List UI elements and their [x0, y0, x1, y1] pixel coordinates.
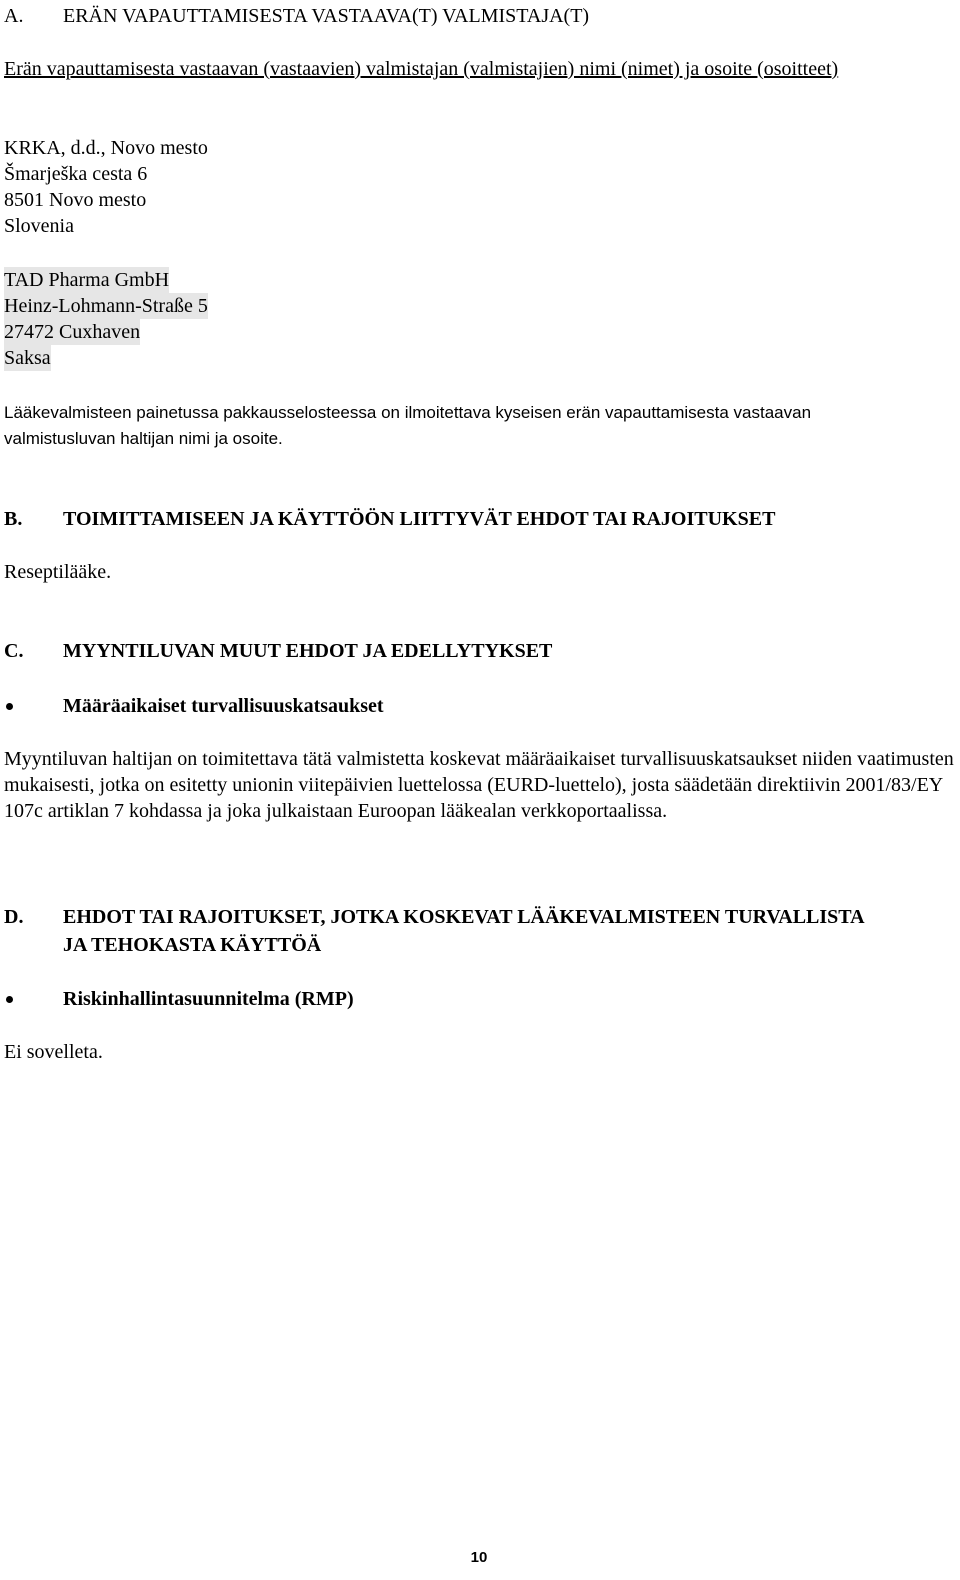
manufacturer-1-line4: Slovenia — [4, 215, 74, 237]
manufacturer-1-line1: KRKA, d.d., Novo mesto — [4, 137, 208, 159]
section-d-bullet-item — [4, 986, 954, 1012]
section-a-subtitle: Erän vapauttamisesta vastaavan (vastaavien) valmistajan (valmistajien) nimi (nimet) ja osoite (osoitteet) — [4, 58, 839, 80]
section-a-title: ERÄN VAPAUTTAMISESTA VASTAAVA(T) VALMISTAJA(T) — [63, 5, 590, 27]
manufacturer-1-line2: Šmarješka cesta 6 — [4, 163, 148, 185]
bullet-icon — [4, 986, 63, 1012]
section-c-bullet-item — [4, 693, 954, 719]
section-a-letter: A. — [4, 5, 24, 27]
section-a-note: Lääkevalmisteen painetussa pakkausselosteessa on ilmoitettava kyseisen erän vapauttamisesta vastaavan valmistusluvan haltijan nimi ja osoite. — [4, 403, 812, 448]
section-a-heading — [4, 2, 954, 30]
section-d-letter: D. — [4, 906, 24, 928]
section-c-title: MYYNTILUVAN MUUT EHDOT JA EDELLYTYKSET — [63, 640, 553, 662]
section-b-body: Reseptilääke. — [4, 561, 112, 583]
section-b-heading — [4, 505, 954, 533]
bullet-icon — [4, 693, 63, 719]
manufacturer-2-line3: 27472 Cuxhaven — [4, 321, 141, 343]
manufacturer-2-line4: Saksa — [4, 347, 51, 369]
section-d-body: Ei sovelleta. — [4, 1041, 103, 1063]
section-d-title: EHDOT TAI RAJOITUKSET, JOTKA KOSKEVAT LÄÄKEVALMISTEEN TURVALLISTA JA TEHOKASTA KÄYTTÖÄ — [63, 906, 864, 956]
section-c-letter: C. — [4, 640, 24, 662]
manufacturer-1-address — [4, 135, 954, 239]
page-number: 10 — [470, 1549, 488, 1566]
section-c-bullet-text: Määräaikaiset turvallisuuskatsaukset — [63, 695, 384, 717]
section-c-heading — [4, 637, 954, 665]
section-b-letter: B. — [4, 508, 23, 530]
manufacturer-2-address — [4, 267, 954, 371]
manufacturer-2-line2: Heinz-Lohmann-Straße 5 — [4, 295, 208, 317]
section-c-body: Myyntiluvan haltijan on toimitettava tätä valmistetta koskevat määräaikaiset turvallisuuskatsaukset niiden vaatimusten mukaisesti, jotka on esitetty unionin viitepäivien luettelossa (EURD-luettelo), josta säädetään direktiivin 2001/83/EY 107c artiklan 7 kohdassa ja joka julkaistaan Euroopan lääkealan verkkoportaalissa. — [4, 748, 954, 822]
section-d-bullet-text: Riskinhallintasuunnitelma (RMP) — [63, 988, 354, 1010]
section-b-title: TOIMITTAMISEEN JA KÄYTTÖÖN LIITTYVÄT EHDOT TAI RAJOITUKSET — [63, 508, 776, 530]
manufacturer-1-line3: 8501 Novo mesto — [4, 189, 147, 211]
section-d-heading — [4, 903, 884, 959]
manufacturer-2-line1: TAD Pharma GmbH — [4, 269, 170, 291]
